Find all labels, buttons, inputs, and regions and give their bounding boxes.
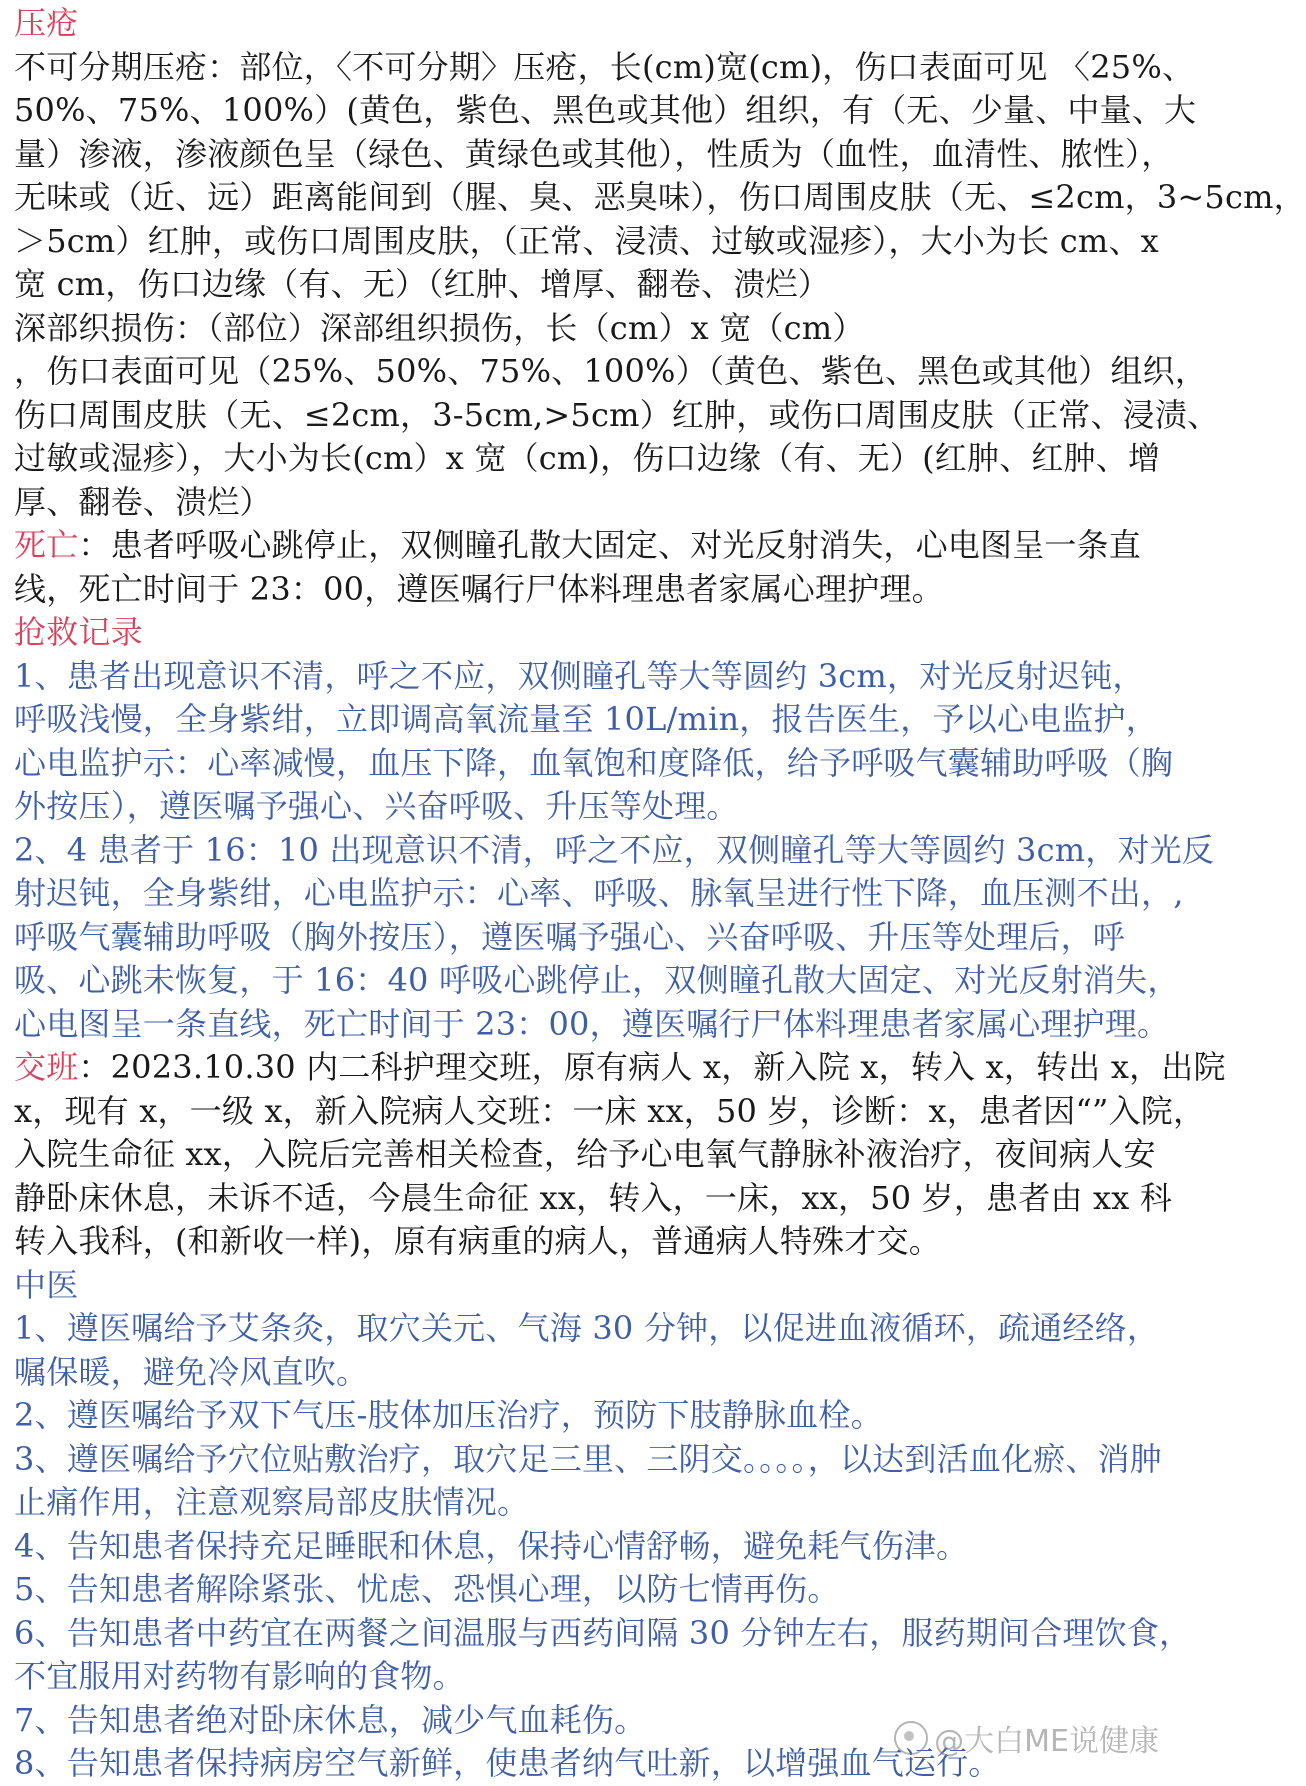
rescue-line: 呼吸气囊辅助呼吸（胸外按压），遵医嘱予强心、兴奋呼吸、升压等处理后，呼 (14, 917, 1126, 956)
tcm-line: 止痛作用，注意观察局部皮肤情况。 (14, 1483, 530, 1521)
tcm-line: 3、遵医嘱给予穴位贴敷治疗，取穴足三里、三阴交。。。。，以达到活血化瘀、消肿 (14, 1439, 1162, 1478)
rescue-line: 呼吸浅慢，全身紫绀，立即调高氧流量至 10L/min，报告医生，予以心电监护， (14, 700, 1158, 738)
tcm-line: 1、遵医嘱给予艾条灸，取穴关元、气海 30 分钟，以促进血液循环，疏通经络， (14, 1309, 1160, 1347)
text-line: 伤口周围皮肤（无、≤2cm，3-5cm,>5cm）红肿，或伤口周围皮肤（正常、浸渍、 (14, 395, 1220, 434)
tcm-line: 8、告知患者保持病房空气新鲜，使患者纳气吐新，以增强血气运行。 (14, 1744, 1001, 1782)
rescue-line: 2、4 患者于 16：10 出现意识不清，呼之不应，双侧瞳孔等大等圆约 3cm，对光反 (14, 830, 1215, 869)
text-line: 转入我科，(和新收一样)，原有病重的病人，普通病人特殊才交。 (14, 1222, 941, 1260)
text-line: 过敏或湿疹），大小为长(cm）x 宽（cm)，伤口边缘（有、无）(红肿、红肿、增 (14, 439, 1161, 477)
tcm-line: 6、告知患者中药宜在两餐之间温服与西药间隔 30 分钟左右，服药期间合理饮食， (14, 1613, 1192, 1652)
text-line: ，伤口表面可见（25%、50%、75%、100%）（黄色、紫色、黑色或其他）组织， (14, 352, 1208, 390)
tcm-line: 不宜服用对药物有影响的食物。 (14, 1657, 465, 1695)
text-line: 线，死亡时间于 23：00，遵医嘱行尸体料理患者家属心理护理。 (14, 569, 944, 608)
section-heading-pressure-ulcer: 压疮 (14, 4, 79, 42)
text-line: 深部织损伤：（部位）深部组织损伤，长（cm）x 宽（cm） (14, 308, 865, 347)
section-label-handover: 交班 (14, 1048, 79, 1086)
rescue-line: 吸、心跳未恢复，于 16：40 呼吸心跳停止，双侧瞳孔散大固定、对光反射消失， (14, 961, 1180, 999)
tcm-line: 4、告知患者保持充足睡眠和休息，保持心情舒畅，避免耗气伤津。 (14, 1526, 969, 1565)
text-line: 宽 cm，伤口边缘（有、无）（红肿、增厚、翻卷、溃烂） (14, 265, 830, 303)
text-line: 入院生命征 xx，入院后完善相关检查，给予心电氧气静脉补液治疗，夜间病人安 (14, 1135, 1156, 1173)
document-page (14, 2, 1306, 1786)
section-heading-tcm: 中医 (14, 1265, 79, 1304)
section-label-death: 死亡 (14, 526, 79, 564)
tcm-line: 2、遵医嘱给予双下气压-肢体加压治疗，预防下肢静脉血栓。 (14, 1396, 883, 1434)
text-line: 量）渗液，渗液颜色呈（绿色、黄绿色或其他），性质为（血性，血清性、脓性）， (14, 134, 1174, 173)
rescue-line: 射迟钝，全身紫绀，心电监护示：心率、呼吸、脉氧呈进行性下降，血压测不出，, (14, 874, 1184, 912)
watermark (894, 1716, 1159, 1760)
text-line: x，现有 x，一级 x，新入院病人交班：一床 xx，50 岁，诊断：x，患者因“”入院， (14, 1091, 1206, 1130)
watermark-text: @大白ME说健康 (934, 1724, 1159, 1759)
death-paragraph-line (14, 524, 1166, 568)
section-heading-rescue: 抢救记录 (14, 613, 143, 651)
text-line: 50%、75%、100%）(黄色，紫色、黑色或其他）组织，有（无、少量、中量、大 (14, 91, 1197, 129)
handover-text: ：2023.10.30 内二科护理交班，原有病人 x，新入院 x，转入 x，转出 x，出院 (78, 1048, 1226, 1086)
rescue-line: 1、患者出现意识不清，呼之不应，双侧瞳孔等大等圆约 3cm，对光反射迟钝， (14, 656, 1145, 695)
text-line: ＞5cm）红肿，或伤口周围皮肤，（正常、浸渍、过敏或湿疹），大小为长 cm、x (14, 221, 1159, 260)
handover-paragraph-line (14, 1046, 1226, 1090)
rescue-line: 外按压），遵医嘱予强心、兴奋呼吸、升压等处理。 (14, 787, 739, 825)
camera-icon (894, 1721, 928, 1755)
tcm-line: 7、告知患者绝对卧床休息，减少气血耗伤。 (14, 1700, 647, 1739)
text-line: 不可分期压疮：部位，〈不可分期〉压疮，长(cm)宽(cm)，伤口表面可见 〈25%、 (14, 47, 1195, 86)
death-text: ：患者呼吸心跳停止，双侧瞳孔散大固定、对光反射消失，心电图呈一条直 (78, 526, 1142, 564)
rescue-line: 心电图呈一条直线，死亡时间于 23：00，遵医嘱行尸体料理患者家属心理护理。 (14, 1004, 1170, 1043)
tcm-line: 5、告知患者解除紧张、忧虑、恐惧心理，以防七情再伤。 (14, 1570, 840, 1608)
text-line: 无味或（近、远）距离能间到（腥、臭、恶臭味），伤口周围皮肤（无、≤2cm，3~5cm， (14, 178, 1306, 216)
text-line: 厚、翻卷、溃烂） (14, 482, 272, 521)
text-line: 静卧床休息，未诉不适，今晨生命征 xx，转入，一床，xx，50 岁，患者由 xx 科 (14, 1178, 1173, 1217)
tcm-line: 嘱保暖，避免冷风直吹。 (14, 1352, 369, 1391)
rescue-line: 心电监护示：心率减慢，血压下降，血氧饱和度降低，给予呼吸气囊辅助呼吸（胸 (14, 743, 1174, 782)
